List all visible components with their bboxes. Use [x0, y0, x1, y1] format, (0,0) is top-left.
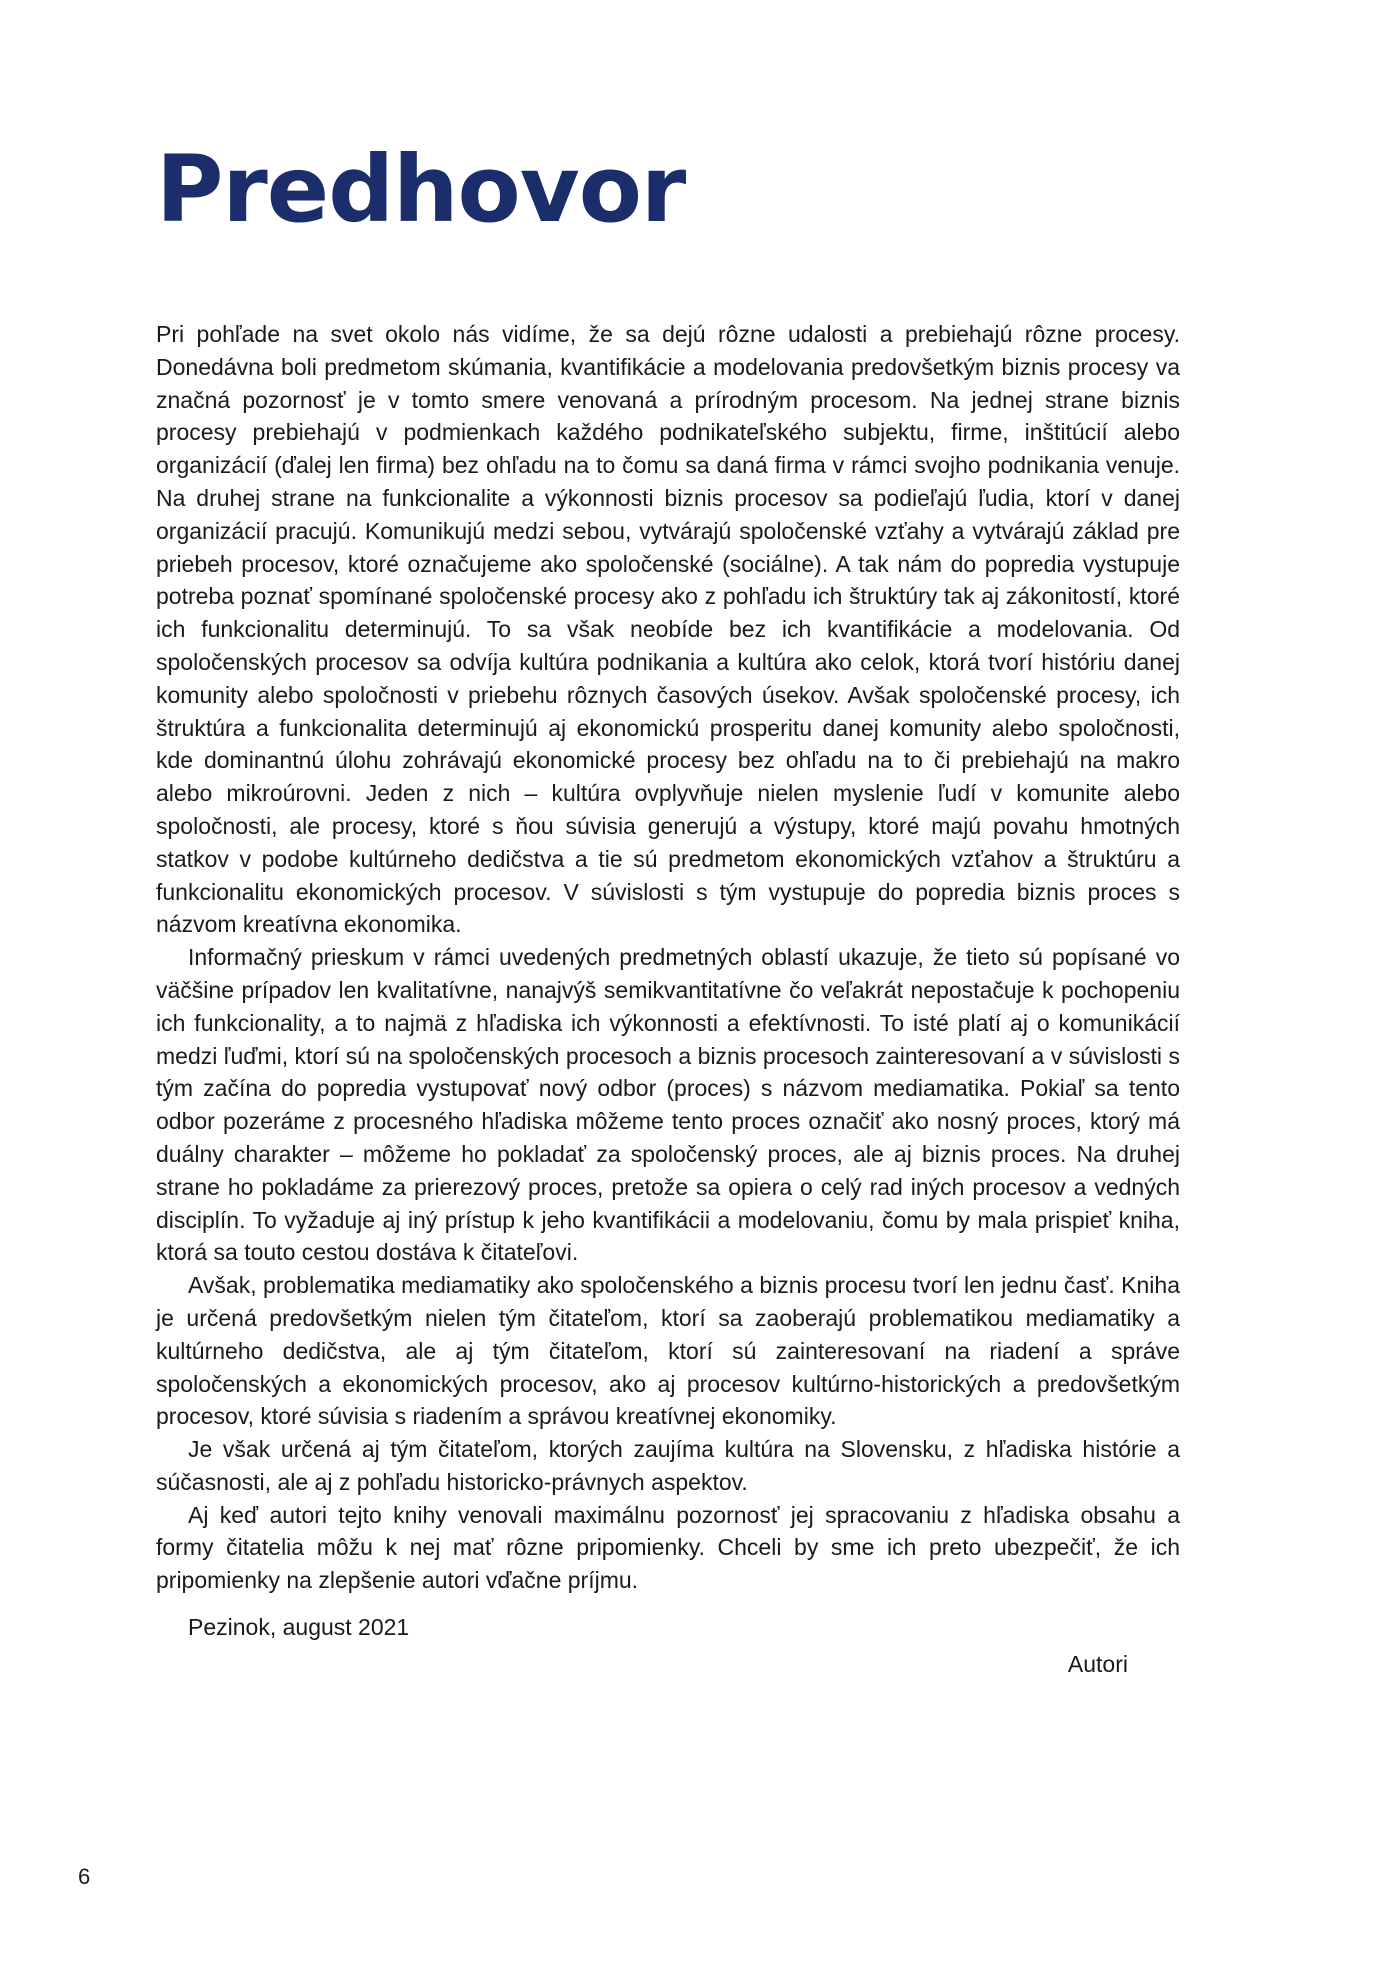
page-number: 6: [78, 1864, 91, 1889]
paragraph-1: Pri pohľade na svet okolo nás vidíme, že sa dejú rôzne udalosti a prebiehajú rôzne procesy. Donedávna boli predmetom skúmania, kvantifikácie a modelovania predovšetkým biznis procesy va značná pozornosť je v tomto smere venovaná a prírodným procesom. Na jednej strane biznis procesy prebiehajú v podmienkach každého podnikateľského subjektu, firme, inštitúcií alebo organizácií (ďalej len firma) bez ohľadu na to čomu sa daná firma v rámci svojho podnikania venuje. Na druhej strane na funkcionalite a výkonnosti biznis procesov sa podieľajú ľudia, ktorí v danej organizácií pracujú. Komunikujú medzi sebou, vytvárajú spoločenské vzťahy a vytvárajú základ pre priebeh procesov, ktoré označujeme ako spoločenské (sociálne). A tak nám do popredia vystupuje potreba poznať spomínané spoločenské procesy ako z pohľadu ich štruktúry tak aj zákonitostí, ktoré ich funkcionalitu determinujú. To sa však neobíde bez ich kvantifikácie a modelovania. Od spoločenských procesov sa odvíja kultúra podnikania a kultúra ako celok, ktorá tvorí históriu danej komunity alebo spoločnosti v priebehu rôznych časových úsekov. Avšak spoločenské procesy, ich štruktúra a funkcionalita determinujú aj ekonomickú prosperitu danej komunity alebo spoločnosti, kde dominantnú úlohu zohrávajú ekonomické procesy bez ohľadu na to či prebiehajú na makro alebo mikroúrovni. Jeden z nich – kultúra ovplyvňuje nielen myslenie ľudí v komunite alebo spoločnosti, ale procesy, ktoré s ňou súvisia generujú a výstupy, ktoré majú povahu hmotných statkov v podobe kultúrneho dedičstva a tie sú predmetom ekonomických vzťahov a štruktúru a funkcionalitu ekonomických procesov. V súvislosti s tým vystupuje do popredia biznis proces s názvom kreatívna ekonomika.: [156, 321, 1180, 938]
paragraph-2: Informačný prieskum v rámci uvedených predmetných oblastí ukazuje, že tieto sú popísané vo väčšine prípadov len kvalitatívne, nanajvýš semikvantitatívne čo veľakrát nepostačuje k pochopeniu ich funkcionality, a to najmä z hľadiska ich výkonnosti a efektívnosti. To isté platí aj o komunikácií medzi ľuďmi, ktorí sú na spoločenských procesoch a biznis procesoch zainteresovaní a v súvislosti s tým začína do popredia vystupovať nový odbor (proces) s názvom mediamatika. Pokiaľ sa tento odbor pozeráme z procesného hľadiska môžeme tento proces označiť ako nosný proces, ktorý má duálny charakter – môžeme ho pokladať za spoločenský proces, ale aj biznis proces. Na druhej strane ho pokladáme za prierezový proces, pretože sa opiera o celý rad iných procesov a vedných disciplín. To vyžaduje aj iný prístup k jeho kvantifikácii a modelovaniu, čomu by mala prispieť kniha, ktorá sa touto cestou dostáva k čitateľovi.: [156, 944, 1180, 1266]
paragraph-3: Avšak, problematika mediamatiky ako spoločenského a biznis procesu tvorí len jednu časť. Kniha je určená predovšetkým nielen tým čitateľom, ktorí sa zaoberajú problematikou mediamatiky a kultúrneho dedičstva, ale aj tým čitateľom, ktorí sú zainteresovaní na riadení a správe spoločenských a ekonomických procesov, ako aj procesov kultúrno-historických a predovšetkým procesov, ktoré súvisia s riadením a správou kreatívnej ekonomiky.: [156, 1272, 1180, 1430]
paragraph-4: Je však určená aj tým čitateľom, ktorých zaujíma kultúra na Slovensku, z hľadiska histórie a súčasnosti, ale aj z pohľadu historicko-právnych aspektov.: [156, 1436, 1180, 1495]
paragraph-5: Aj keď autori tejto knihy venovali maximálnu pozornosť jej spracovaniu z hľadiska obsahu a formy čitatelia môžu k nej mať rôzne pripomienky. Chceli by sme ich preto ubezpečiť, že ich pripomienky na zlepšenie autori vďačne príjmu.: [156, 1501, 1180, 1594]
page-title: Predhovor: [156, 136, 686, 243]
signature: Autori: [1067, 1650, 1128, 1677]
preface-body: [156, 318, 1180, 1681]
place-and-date: Pezinok, august 2021: [188, 1614, 410, 1641]
